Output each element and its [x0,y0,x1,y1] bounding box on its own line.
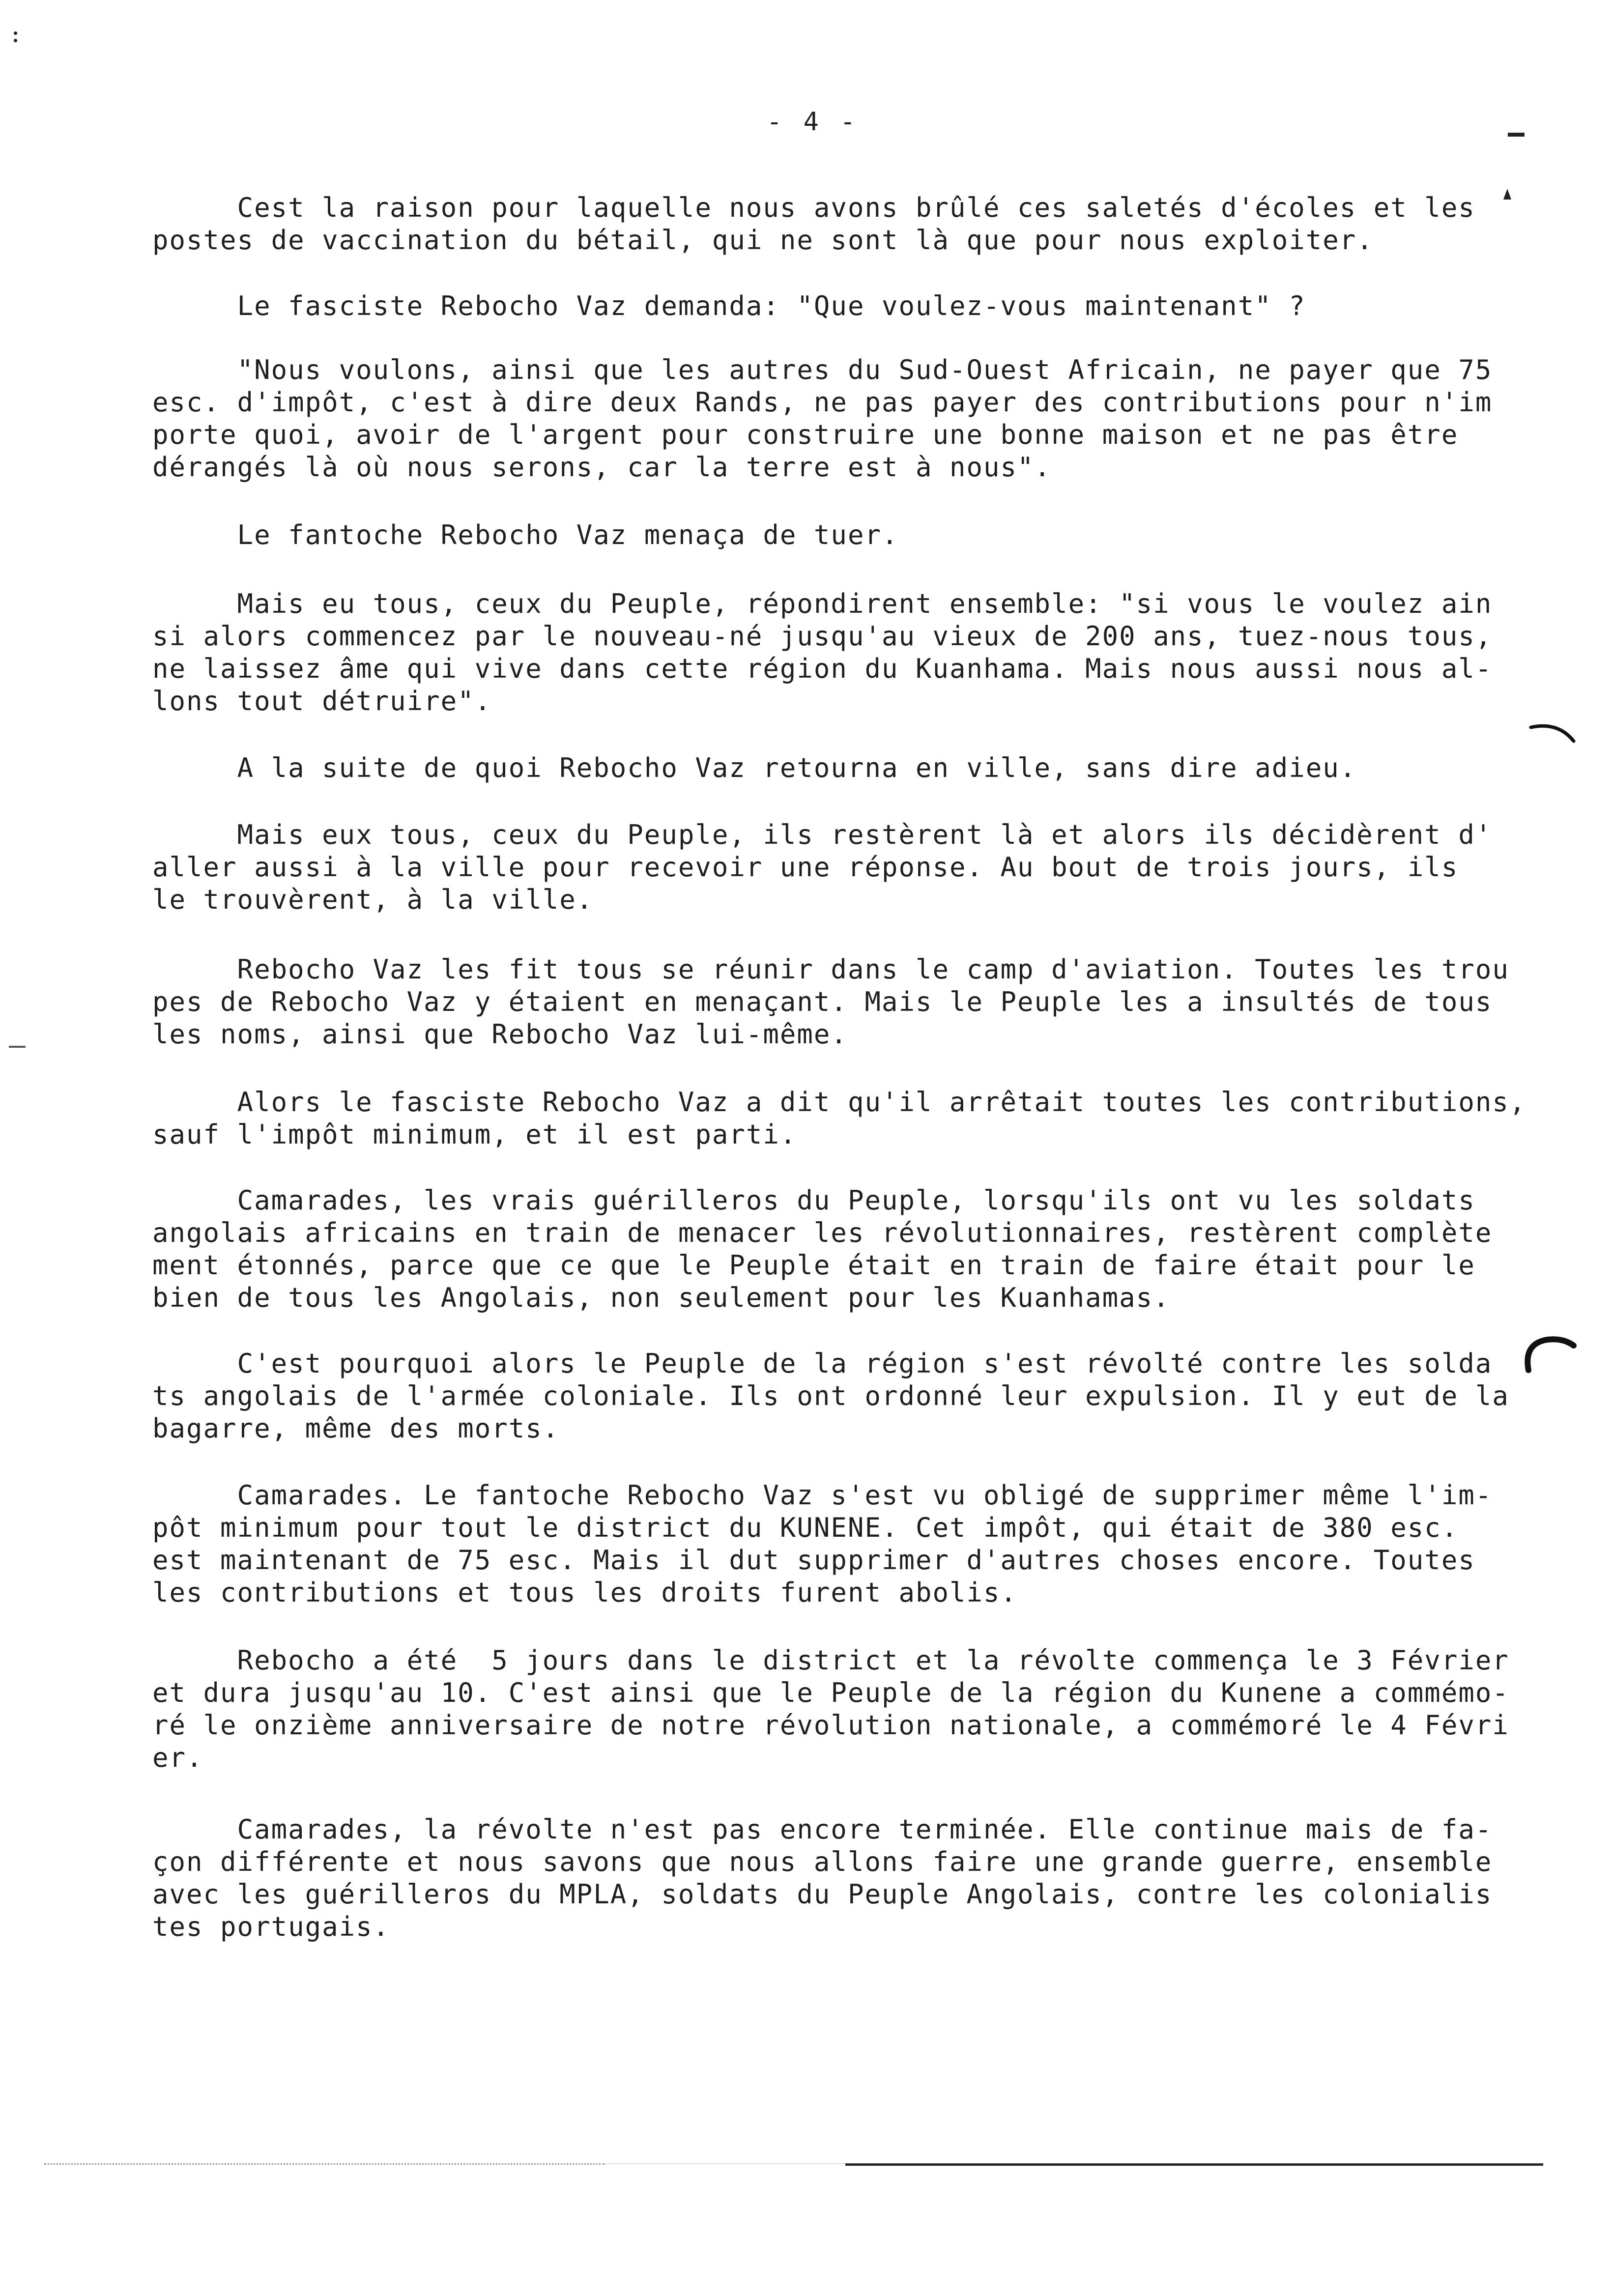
paragraph-6 [152,752,1450,784]
text-line: les contributions et tous les droits furent abolis. [152,1577,1018,1608]
text-line: est maintenant de 75 esc. Mais il dut supprimer d'autres choses encore. Toutes [152,1545,1475,1576]
corner-dot-mark [14,31,18,44]
margin-curve-mark-lower [1519,1335,1578,1374]
text-line: tes portugais. [152,1911,390,1942]
text-line: postes de vaccination du bétail, qui ne sont là que pour nous exploiter. [152,225,1374,256]
text-line: si alors commencez par le nouveau-né jusqu'au vieux de 200 ans, tuez-nous tous, [152,621,1493,652]
text-line: aller aussi à la ville pour recevoir une réponse. Au bout de trois jours, ils [152,852,1459,883]
text-line: avec les guérilleros du MPLA, soldats du Peuple Angolais, contre les colonialis [152,1879,1493,1910]
paragraph-10 [152,1184,1493,1314]
margin-spike-mark [1503,189,1512,200]
text-line: ne laissez âme qui vive dans cette région du Kuanhama. Mais nous aussi nous al- [152,653,1493,684]
text-line: les noms, ainsi que Rebocho Vaz lui-même. [152,1019,848,1050]
text-line: çon différente et nous savons que nous allons faire une grande guerre, ensemble [152,1846,1493,1877]
text-line: er. [152,1742,203,1773]
margin-dash-mark [1508,133,1525,137]
paragraph-3 [152,354,1493,484]
text-line: Rebocho a été 5 jours dans le district et la révolte commença le 3 Février [152,1645,1509,1676]
footer-rule-dotted [44,2163,604,2165]
text-line: ment étonnés, parce que ce que le Peuple était en train de faire était pour le [152,1250,1475,1281]
margin-curve-mark-upper [1528,721,1578,756]
paragraph-11 [152,1348,1509,1445]
text-line: Rebocho Vaz les fit tous se réunir dans le camp d'aviation. Toutes les trou [152,954,1509,985]
text-line: Camarades. Le fantoche Rebocho Vaz s'est vu obligé de supprimer même l'im- [152,1480,1493,1511]
text-line: porte quoi, avoir de l'argent pour construire une bonne maison et ne pas être [152,419,1459,450]
text-line: le trouvèrent, à la ville. [152,884,594,915]
text-line: pôt minimum pour tout le district du KUNENE. Cet impôt, qui était de 380 esc. [152,1512,1459,1543]
text-line: Mais eu tous, ceux du Peuple, répondirent ensemble: "si vous le voulez ain [152,588,1493,619]
text-line: dérangés là où nous serons, car la terre est à nous". [152,452,1052,483]
paragraph-2 [152,290,1450,322]
text-line: Cest la raison pour laquelle nous avons brûlé ces saletés d'écoles et les [152,192,1475,223]
paragraph-14 [152,1813,1493,1943]
text-line: et dura jusqu'au 10. C'est ainsi que le Peuple de la région du Kunene a commémo- [152,1677,1509,1708]
page-number: - 4 - [767,107,859,137]
left-margin-dash-mark [9,1046,26,1048]
text-line: bien de tous les Angolais, non seulement pour les Kuanhamas. [152,1282,1170,1313]
text-line: Mais eux tous, ceux du Peuple, ils restèrent là et alors ils décidèrent d' [152,819,1493,850]
text-line: pes de Rebocho Vaz y étaient en menaçant. Mais le Peuple les a insultés de tous [152,986,1493,1017]
paragraph-1 [152,192,1475,257]
text-line: A la suite de quoi Rebocho Vaz retourna en ville, sans dire adieu. [152,752,1357,783]
text-line: bagarre, même des morts. [152,1413,560,1444]
text-line: C'est pourquoi alors le Peuple de la région s'est révolté contre les solda [152,1348,1493,1379]
paragraph-13 [152,1644,1509,1774]
paragraph-9 [152,1086,1526,1151]
text-line: Camarades, la révolte n'est pas encore terminée. Elle continue mais de fa- [152,1814,1493,1845]
text-line: Le fasciste Rebocho Vaz demanda: "Que voulez-vous maintenant" ? [152,290,1306,321]
paragraph-4 [152,519,1450,551]
text-line: Alors le fasciste Rebocho Vaz a dit qu'il arrêtait toutes les contributions, [152,1087,1526,1118]
paragraph-5 [152,588,1493,718]
text-line: "Nous voulons, ainsi que les autres du Sud-Ouest Africain, ne payer que 75 [152,354,1493,385]
paragraph-7 [152,819,1493,916]
text-line: lons tout détruire". [152,686,492,717]
text-line: esc. d'impôt, c'est à dire deux Rands, ne pas payer des contributions pour n'im [152,387,1493,418]
paragraph-8 [152,953,1509,1051]
footer-rule-faint [604,2163,845,2164]
text-line: sauf l'impôt minimum, et il est parti. [152,1119,797,1150]
paragraph-12 [152,1479,1493,1609]
footer-rule-solid [845,2163,1543,2166]
text-line: angolais africains en train de menacer les révolutionnaires, restèrent complète [152,1217,1493,1248]
text-line: Le fantoche Rebocho Vaz menaça de tuer. [152,519,899,550]
text-line: Camarades, les vrais guérilleros du Peuple, lorsqu'ils ont vu les soldats [152,1185,1475,1216]
text-line: ré le onzième anniversaire de notre révolution nationale, a commémoré le 4 Févri [152,1710,1509,1741]
text-line: ts angolais de l'armée coloniale. Ils ont ordonné leur expulsion. Il y eut de la [152,1380,1509,1411]
